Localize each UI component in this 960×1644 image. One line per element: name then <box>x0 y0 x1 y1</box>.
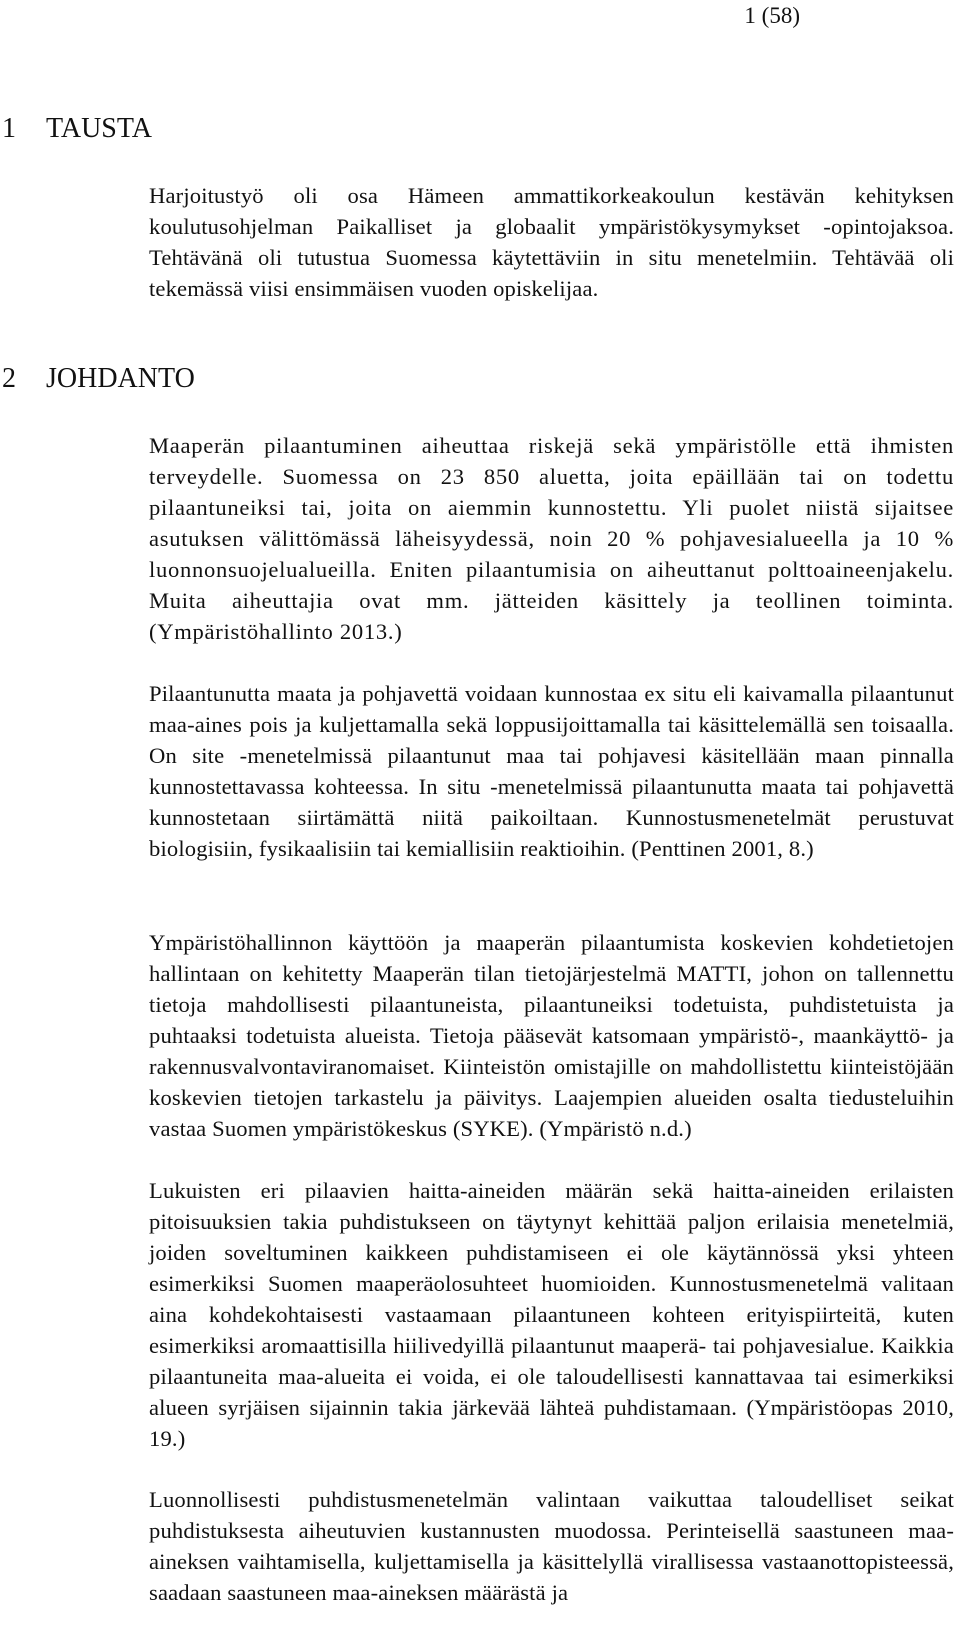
section-number: 1 <box>2 113 16 144</box>
section-title: JOHDANTO <box>46 363 195 394</box>
section-heading-tausta <box>2 113 152 145</box>
section-heading-johdanto <box>2 363 195 395</box>
paragraph-johdanto-2: Pilaantunutta maata ja pohjavettä voidaan kunnostaa ex situ eli kaivamalla pilaantunut maa-aines pois ja kuljettamalla sekä loppusijoittamalla tai käsittelemällä sen toisaalla. On site -menetelmissä pilaantunut maa tai pohjavesi käsitellään maan pinnalla kunnostettavassa kohteessa. In situ -menetelmissä pilaantunutta maata tai pohjavettä kunnostetaan siirtämättä niitä paikoiltaan. Kunnostusmenetelmät perustuvat biologisiin, fysikaalisiin tai kemiallisiin reaktioihin. (Penttinen 2001, 8.) <box>149 681 954 861</box>
paragraph-johdanto-4: Lukuisten eri pilaavien haitta-aineiden määrän sekä haitta-aineiden erilaisten pitoisuuksien takia puhdistukseen on täytynyt kehittää paljon erilaisia menetelmiä, joiden soveltuminen kaikkeen puhdistamiseen ei ole käytännössä yksi yhteen esimerkiksi Suomen maaperäolosuhteet huomioiden. Kunnostusmenetelmä valitaan aina kohdekohtaisesti vastaamaan pilaantuneen kohteen erityispiirteitä, kuten esimerkiksi aromaattisilla hiilivedyillä pilaantunut maaperä- tai pohjavesialue. Kaikkia pilaantuneita maa-alueita ei voida, ei ole taloudellisesti kannattavaa tai esimerkiksi alueen syrjäisen sijainnin takia järkevää lähteä puhdistamaan. (Ympäristöopas 2010, 19.) <box>149 1178 954 1451</box>
paragraph-tausta: Harjoitustyö oli osa Hämeen ammattikorkeakoulun kestävän kehityksen koulutusohjelman Paikalliset ja globaalit ympäristökysymykset -opintojaksoa. Tehtävänä oli tutustua Suomessa käytettäviin in situ menetelmiin. Tehtävää oli tekemässä viisi ensimmäisen vuoden opiskelijaa. <box>149 183 954 301</box>
page-number: 1 (58) <box>744 3 800 28</box>
section-number: 2 <box>2 363 16 394</box>
paragraph-johdanto-3: Ympäristöhallinnon käyttöön ja maaperän pilaantumista koskevien kohdetietojen hallintaan on kehitetty Maaperän tilan tietojärjestelmä MATTI, johon on tallennettu tietoja mahdollisesti pilaantuneista, pilaantuneiksi todetuista, puhdistetuista ja puhtaaksi todetuista alueista. Tietoja pääsevät katsomaan ympäristö-, maankäyttö- ja rakennusvalvontaviranomaiset. Kiinteistön omistajille on mahdollistettu kiinteistöjään koskevien tietojen tarkastelu ja päivitys. Laajempien alueiden osalta tiedusteluihin vastaa Suomen ympäristökeskus (SYKE). (Ympäristö n.d.) <box>149 930 954 1141</box>
paragraph-johdanto-1: Maaperän pilaantuminen aiheuttaa riskejä sekä ympäristölle että ihmisten terveydelle. Suomessa on 23 850 aluetta, joita epäillään tai on todettu pilaantuneiksi tai, joita on aiemmin kunnostettu. Yli puolet niistä sijaitsee asutuksen välittömässä läheisyydessä, noin 20 % pohjavesialueella ja 10 % luonnonsuojelualueilla. Eniten pilaantumisia on aiheuttanut polttoaineenjakelu. Muita aiheuttajia ovat mm. jätteiden käsittely ja teollinen toiminta. (Ympäristöhallinto 2013.) <box>149 433 954 644</box>
section-title: TAUSTA <box>46 113 152 144</box>
paragraph-johdanto-5: Luonnollisesti puhdistusmenetelmän valintaan vaikuttaa taloudelliset seikat puhdistuksesta aiheutuvien kustannusten muodossa. Perinteisellä saastuneen maa-aineksen vaihtamisella, kuljettamisella ja käsittelyllä virallisessa vastaanottopisteessä, saadaan saastuneen maa-aineksen määrästä ja <box>149 1487 954 1605</box>
